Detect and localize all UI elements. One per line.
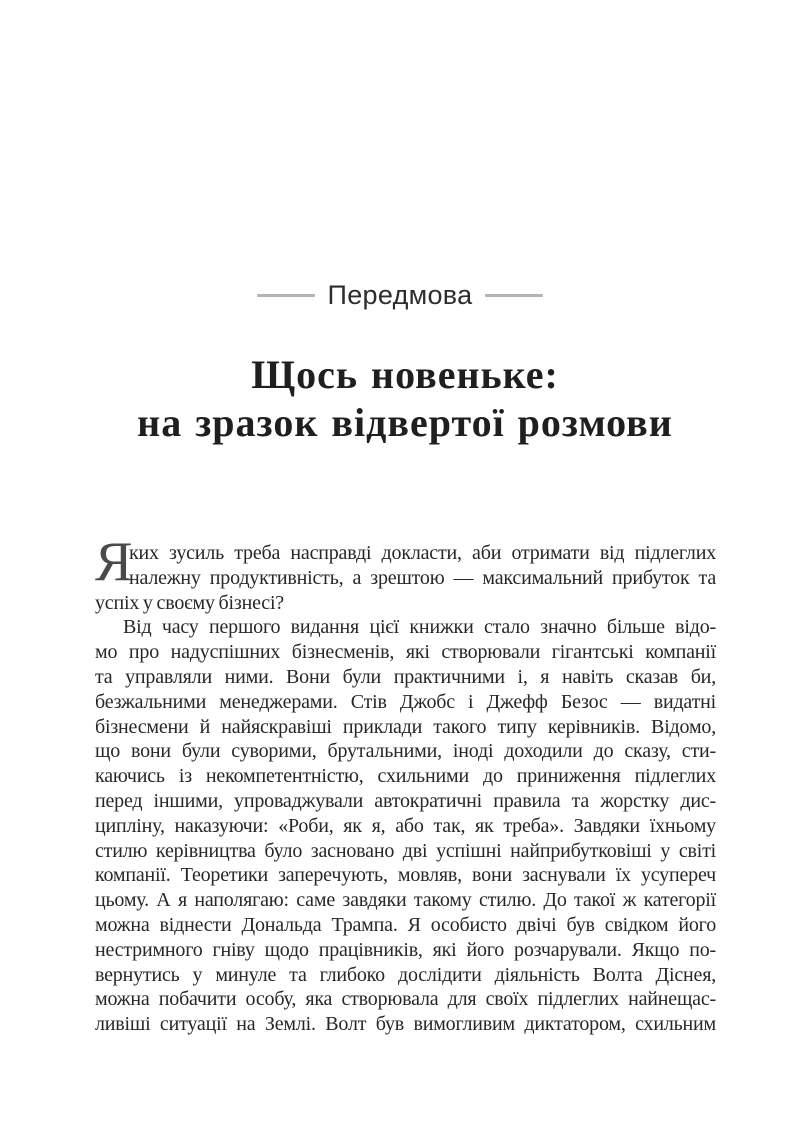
- chapter-label: Передмова: [327, 280, 473, 310]
- body-line: належну продуктивність, а зрештою — максимальний прибуток та: [129, 566, 716, 589]
- body-line: та управляли ними. Вони були практичними і, я навіть сказав би,: [95, 665, 716, 688]
- body-text: [95, 531, 716, 1037]
- body-line: бізнесмени й найяскравіші приклади такого типу керівників. Відомо,: [95, 715, 716, 738]
- body-line: мо про надуспішних бізнесменів, які створювали гігантські компанії: [95, 641, 716, 664]
- dropcap-letter: Я: [95, 531, 133, 593]
- chapter-title: [90, 351, 720, 447]
- body-line: каючись із некомпетентністю, схильними до приниження підлеглих: [95, 765, 716, 788]
- body-line: ливіші ситуації на Землі. Волт був вимогливим диктатором, схильним: [95, 1013, 716, 1036]
- body-line: безжальними менеджерами. Стів Джобс і Джефф Безос — видатні: [95, 690, 716, 713]
- heading-rule-left: [257, 294, 315, 297]
- body-line: ких зусиль треба насправді докласти, аби отримати від підлеглих: [129, 542, 716, 564]
- chapter-title-line-1: Щось новеньке:: [251, 352, 559, 397]
- body-line: що вони були суворими, брутальними, іноді доходили до сказу, сти-: [95, 740, 716, 763]
- body-line: вернутись у минуле та глибоко дослідити діяльність Волта Діснея,: [95, 963, 716, 986]
- body-line: ципліну, наказуючи: «Роби, як я, або так, як треба». Завдяки їхньому: [95, 814, 716, 837]
- body-line: нестримного гніву щодо працівників, які його розчарували. Якщо по-: [95, 938, 716, 961]
- heading-rule-right: [485, 294, 543, 297]
- body-line: цьому. А я наполягаю: саме завдяки такому стилю. До такої ж категорії: [95, 889, 716, 912]
- dropcap-lines: [129, 541, 716, 591]
- paragraph-lines: [95, 591, 716, 1037]
- body-line: перед іншими, упроваджували автократичні правила та жорстку дис-: [95, 789, 716, 812]
- body-line: успіх у своєму бізнесі?: [95, 591, 284, 614]
- dropcap-block: [95, 531, 716, 593]
- chapter-title-line-2: на зразок відвертої розмови: [137, 400, 673, 445]
- body-line: компанії. Теоретики заперечують, мовляв, вони заснували їх усупереч: [95, 864, 716, 887]
- body-line: Від часу першого видання цієї книжки стало значно більше відо-: [123, 616, 716, 639]
- chapter-heading: [0, 280, 800, 310]
- body-line: стилю керівництва було засновано дві успішні найприбутковіші у світі: [95, 839, 716, 862]
- body-line: можна побачити особу, яка створювала для своїх підлеглих найнещас-: [95, 988, 716, 1011]
- body-line: можна віднести Дональда Трампа. Я особисто двічі був свідком його: [95, 913, 716, 936]
